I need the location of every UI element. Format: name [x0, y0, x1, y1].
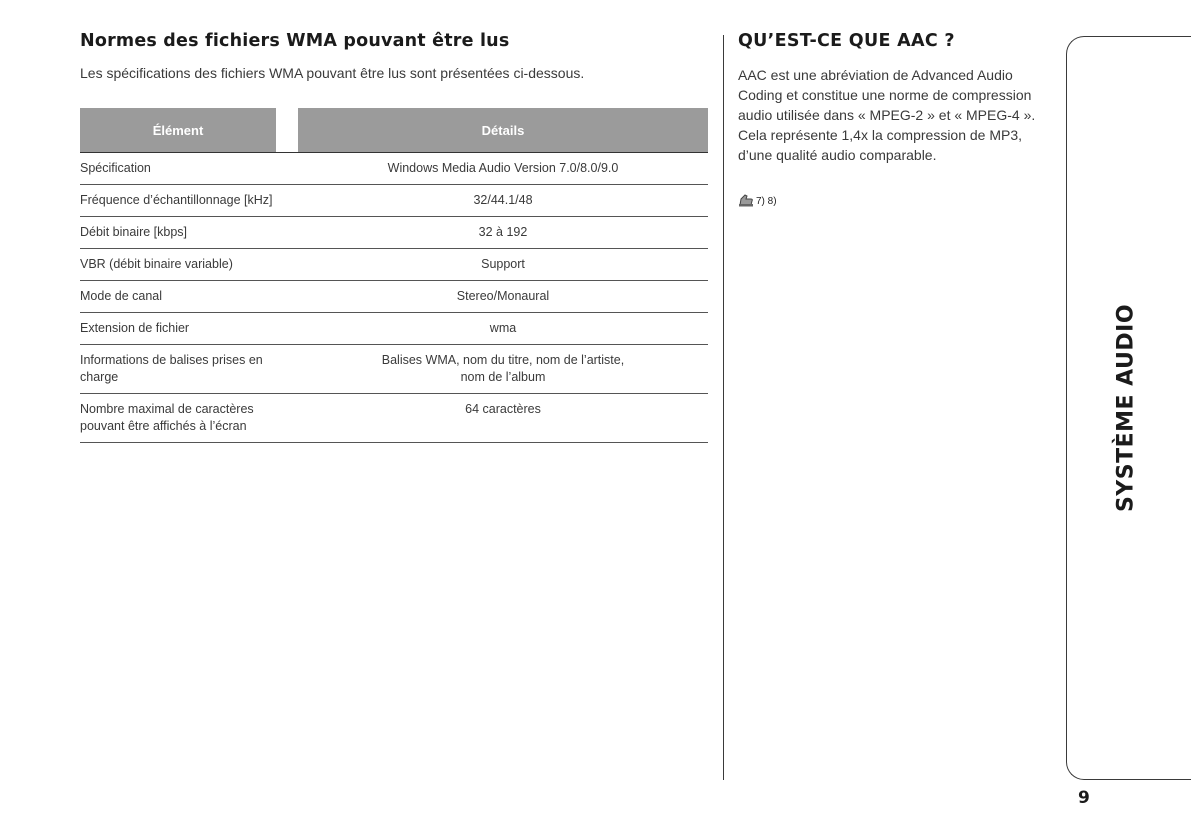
row-details: 32 à 192 — [298, 217, 708, 249]
hand-pointer-icon — [738, 193, 754, 207]
row-details: Stereo/Monaural — [298, 281, 708, 313]
table-row — [80, 394, 708, 443]
row-details: wma — [298, 313, 708, 345]
row-details: 32/44.1/48 — [298, 185, 708, 217]
table-row — [80, 281, 708, 313]
table-row — [80, 313, 708, 345]
aac-description: AAC est une abréviation de Advanced Audio Coding et constitue une norme de compression audio utilisée dans « MPEG-2 » et « MPEG-4 ». Cela représente 1,4x la compression de MP3, d’une qualité audio comparable. — [738, 67, 1036, 163]
wma-spec-table — [80, 108, 708, 443]
page-number: 9 — [1078, 788, 1090, 808]
row-details: 64 caractères — [298, 394, 708, 443]
table-row — [80, 153, 708, 185]
header-element: Élément — [80, 108, 276, 153]
row-element: Informations de balises prises en charge — [80, 345, 298, 394]
row-element: Fréquence d’échantillonnage [kHz] — [80, 185, 298, 217]
row-details: Windows Media Audio Version 7.0/8.0/9.0 — [298, 153, 708, 185]
aac-title: QU’EST-CE QUE AAC ? — [738, 31, 955, 51]
table-row — [80, 217, 708, 249]
row-details: Support — [298, 249, 708, 281]
row-element: Débit binaire [kbps] — [80, 217, 298, 249]
page-title: Normes des fichiers WMA pouvant être lus — [80, 31, 510, 51]
table-row — [80, 345, 708, 394]
note-refs: 7) 8) — [756, 196, 777, 207]
row-element: Mode de canal — [80, 281, 298, 313]
row-details: Balises WMA, nom du titre, nom de l’artiste, nom de l’album — [298, 345, 708, 394]
chapter-label: SYSTÈME AUDIO — [1113, 303, 1139, 513]
table-header-row — [80, 108, 708, 153]
row-element: VBR (débit binaire variable) — [80, 249, 298, 281]
table-row — [80, 249, 708, 281]
row-element: Spécification — [80, 153, 298, 185]
header-details: Détails — [298, 108, 708, 153]
row-element: Extension de fichier — [80, 313, 298, 345]
table-row — [80, 185, 708, 217]
intro-text: Les spécifications des fichiers WMA pouvant être lus sont présentées ci-dessous. — [80, 65, 585, 81]
note-reference — [738, 193, 777, 207]
column-divider — [723, 35, 724, 780]
row-element: Nombre maximal de caractères pouvant être affichés à l’écran — [80, 394, 298, 443]
